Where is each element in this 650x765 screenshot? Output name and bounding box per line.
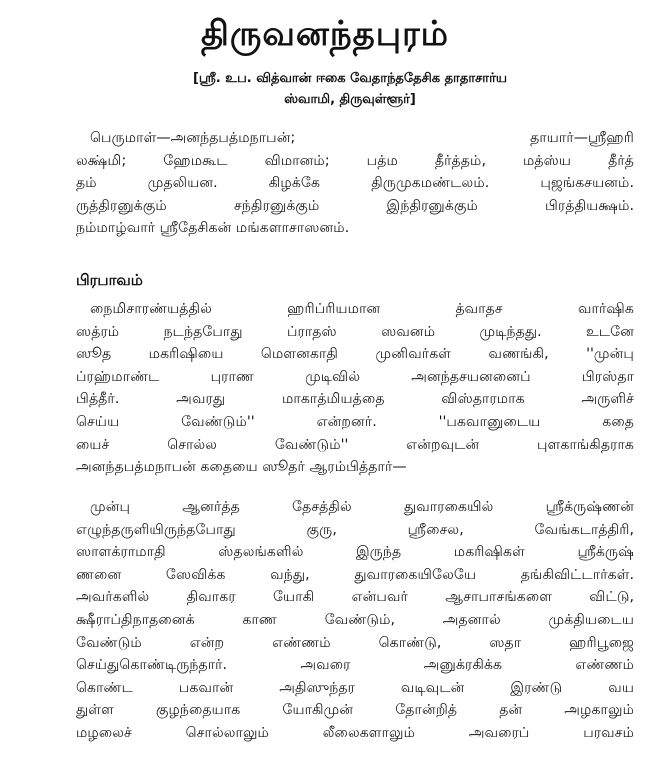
- subtitle-line: ஸ்வாமி, திருவுள்ளூர்]: [284, 92, 416, 107]
- text-line: நம்மாழ்வார் ஸ்ரீதேசிகன் மங்களாசாஸனம்.: [76, 220, 350, 237]
- text-line: முன்பு ஆனர்த்த தேசத்தில் துவாரகையில் ஸ்ரீக்ருஷ்ணன்: [90, 499, 634, 515]
- text-line: ஸூத மகரிஷியை மௌனகாதி முனிவர்கள் வணங்கி, ''முன்பு: [76, 346, 634, 363]
- text-line: வேண்டும் என்ற எண்ணம் கொண்டு, ஸதா ஹரிபூஜை: [76, 634, 634, 651]
- intro-paragraph: [76, 127, 634, 240]
- text-line: ப்ரஹ்மாண்ட புராண முடிவில் அனந்தசயனனைப் பிரஸ்தா: [76, 368, 634, 385]
- text-line: செய்துகொண்டிருந்தார். அவரை அனுக்ரகிக்க எண்ணம்: [76, 657, 634, 674]
- text-line: ஸத்ரம் நடந்தபோது ப்ராதஸ் ஸவனம் முடிந்தது. உடனே: [76, 323, 634, 340]
- text-line: தம் முதலியன. கிழக்கே திருமுகமண்டலம். புஜங்கசயனம்.: [76, 175, 634, 192]
- text-line: ஸாளக்ராமாதி ஸ்தலங்களில் இருந்த மகரிஷிகள் ஸ்ரீக்ருஷ்: [76, 544, 634, 561]
- text-line: அனந்தபத்மநாபன் கதையை ஸூதர் ஆரம்பித்தார்—: [76, 459, 407, 476]
- text-line: மழலைச் சொல்லாலும் லீலைகளாலும் அவரைப் பரவசம்: [76, 724, 634, 741]
- text-line: லக்ஷ்மி; ஹேமகூட விமானம்; பத்ம தீர்த்தம், மத்ஸ்ய தீர்த்: [76, 152, 634, 169]
- paragraph-2: [76, 496, 634, 745]
- text-line: பித்தீர். அவரது மாகாத்மியத்தை விஸ்தாரமாக அருளிச்: [76, 391, 634, 408]
- author-attribution: [70, 68, 630, 110]
- text-line: ணனை ஸேவிக்க வந்து, துவாரகையிலேயே தங்கிவிட்டார்கள்.: [76, 566, 634, 583]
- text-line: நைமிசாரண்யத்தில் ஹரிப்ரியமான த்வாதச வார்ஷிக: [90, 301, 634, 317]
- text-line: அவர்களில் திவாகர யோகி என்பவர் ஆசாபாசங்களை விட்டு,: [76, 589, 634, 606]
- text-line: பெருமாள்—அனந்தபத்மநாபன்; தாயார்—ஸ்ரீஹரி: [90, 130, 634, 146]
- text-line: செய்ய வேண்டும்'' என்றனர். ''பகவானுடைய கதை: [76, 413, 634, 430]
- subtitle-line: [ஸ்ரீ. உப. வித்வான் ஈகை வேதாந்ததேசிக தாதாசார்ய: [192, 71, 508, 86]
- page-title: திருவனந்தபுரம்: [200, 14, 450, 54]
- text-line: க்ஷீராப்திநாதனைக் காண வேண்டும், அதனால் முக்தியடைய: [76, 611, 634, 628]
- text-line: கொண்ட பகவான் அதிஸுந்தர வடிவுடன் இரண்டு வய: [76, 679, 634, 696]
- text-line: யைச் சொல்ல வேண்டும்'' என்றவுடன் புளகாங்கிதராக: [76, 436, 634, 453]
- text-line: எழுந்தருளியிருந்தபோது குரு, ஸ்ரீசைல, வேங்கடாத்திரி,: [76, 521, 634, 538]
- paragraph-1: [76, 298, 634, 479]
- text-line: துள்ள குழந்தையாக யோகிமுன் தோன்றித் தன் அழகாலும்: [76, 702, 634, 719]
- section-heading: பிரபாவம்: [76, 271, 143, 289]
- text-line: ருத்திரனுக்கும் சந்திரனுக்கும் இந்திரனுக்கும் பிரத்தியக்ஷம்.: [76, 197, 634, 214]
